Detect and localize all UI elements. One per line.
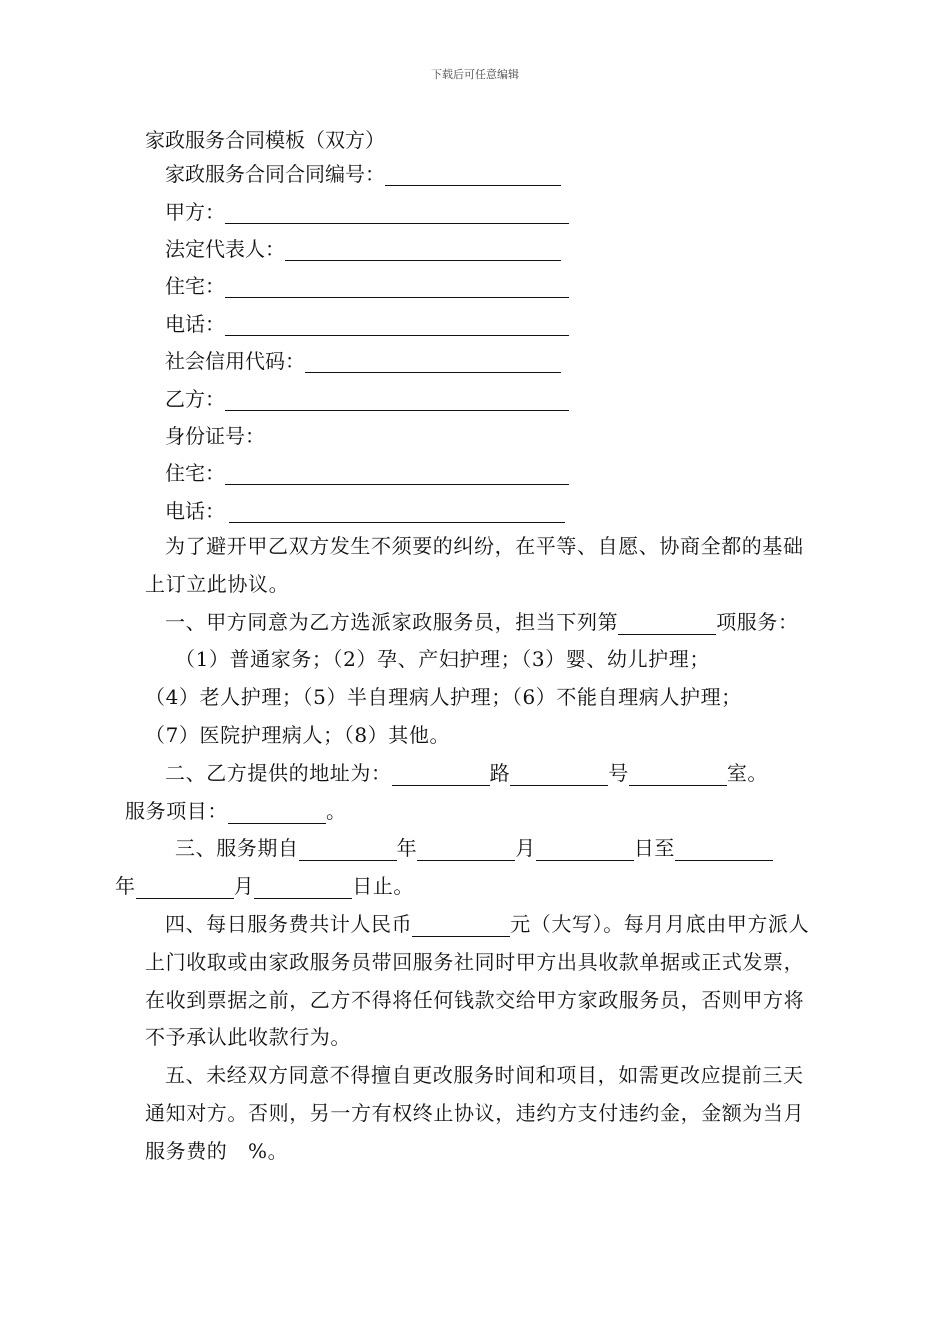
address-road-blank[interactable] [392, 763, 490, 786]
field-phone-b [145, 491, 825, 528]
clause-3-text: 三、服务期自 [175, 836, 299, 861]
road-label: 路 [489, 760, 511, 785]
field-label: 甲方： [165, 199, 225, 224]
address-number-blank[interactable] [510, 763, 608, 786]
clause-3 [115, 830, 815, 906]
field-label: 家政服务合同合同编号： [165, 162, 385, 187]
contract-body [115, 528, 815, 1171]
residence-b-blank[interactable] [225, 464, 569, 485]
year-label-2: 年 [115, 874, 136, 899]
daily-fee-blank[interactable] [412, 914, 510, 937]
intro-paragraph: 为了避开甲乙双方发生不须要的纠纷，在平等、自愿、协商全都的基础上订立此协议。 [145, 534, 804, 596]
field-credit-code [145, 341, 825, 378]
field-party-a [145, 191, 825, 228]
day-to-label: 日至 [633, 836, 676, 861]
field-residence-b [145, 453, 825, 490]
field-phone-a [145, 304, 825, 341]
field-id-number [145, 416, 825, 453]
number-label: 号 [608, 760, 629, 785]
party-b-blank[interactable] [225, 390, 569, 411]
field-contract-number [145, 154, 825, 191]
field-label: 身份证号： [165, 423, 265, 448]
contract-number-blank[interactable] [385, 165, 561, 186]
field-legal-rep [145, 229, 825, 266]
start-month-blank[interactable] [417, 838, 515, 861]
party-a-blank[interactable] [225, 203, 569, 224]
service-project-label: 服务项目： [125, 798, 228, 823]
field-label: 乙方： [165, 386, 225, 411]
options-line-1: （1）普通家务；（2）孕、产妇护理；（3）婴、幼儿护理； [175, 647, 710, 672]
legal-rep-blank[interactable] [285, 240, 561, 261]
year-label: 年 [396, 836, 418, 861]
start-day-blank[interactable] [536, 838, 634, 861]
clause-2-text: 二、乙方提供的地址为： [165, 760, 392, 785]
clause-1-text-end: 项服务： [716, 609, 799, 634]
end-year-blank[interactable] [675, 838, 773, 861]
field-label: 住宅： [165, 461, 225, 486]
document-title: 家政服务合同模板（双方） [145, 128, 385, 152]
header-note: 下载后可任意编辑 [431, 68, 519, 81]
clause-1-text: 一、甲方同意为乙方选派家政服务员，担当下列第 [165, 609, 619, 634]
service-project-blank[interactable] [228, 801, 326, 824]
room-label: 室。 [726, 760, 769, 785]
field-label: 电话： [165, 498, 225, 523]
phone-b-blank[interactable] [229, 502, 565, 523]
clause-4-rest: 元（大写）。每月月底由甲方派人上门收取或由家政服务员带回服务社同时甲方出具收款单据或正式发票，在收到票据之前，乙方不得将任何钱款交给甲方家政服务员，否则甲方将不予承认此收款行为。 [145, 911, 810, 1050]
month-label-2: 月 [233, 874, 255, 899]
clause-1 [145, 604, 815, 642]
clause-2 [125, 755, 815, 831]
phone-a-blank[interactable] [225, 315, 569, 336]
options-line-3: （7）医院护理病人；（8）其他。 [145, 722, 451, 747]
field-label: 住宅： [165, 274, 225, 299]
clause-4 [145, 906, 815, 1057]
field-label: 社会信用代码： [165, 349, 305, 374]
residence-a-blank[interactable] [225, 277, 569, 298]
credit-code-blank[interactable] [305, 352, 561, 373]
day-end-label: 日止。 [352, 874, 415, 899]
end-month-blank[interactable] [136, 876, 234, 899]
options-line-2: （4）老人护理；（5）半自理病人护理；（6）不能自理病人护理； [145, 685, 742, 710]
party-fields [145, 154, 825, 528]
end-day-blank[interactable] [254, 876, 352, 899]
start-year-blank[interactable] [299, 838, 397, 861]
clause-5: 五、未经双方同意不得擅自更改服务时间和项目，如需更改应提前三天通知对方。否则，另一方有权终止协议，违约方支付违约金，金额为当月服务费的 %。 [145, 1063, 805, 1163]
clause-4-text: 四、每日服务费共计人民币 [165, 911, 413, 936]
address-room-blank[interactable] [629, 763, 727, 786]
field-label: 电话： [165, 311, 225, 336]
field-residence-a [145, 266, 825, 303]
service-item-blank[interactable] [618, 612, 716, 635]
service-project-end: 。 [326, 798, 347, 823]
month-label: 月 [515, 836, 536, 861]
field-label: 法定代表人： [165, 236, 285, 261]
field-party-b [145, 378, 825, 415]
